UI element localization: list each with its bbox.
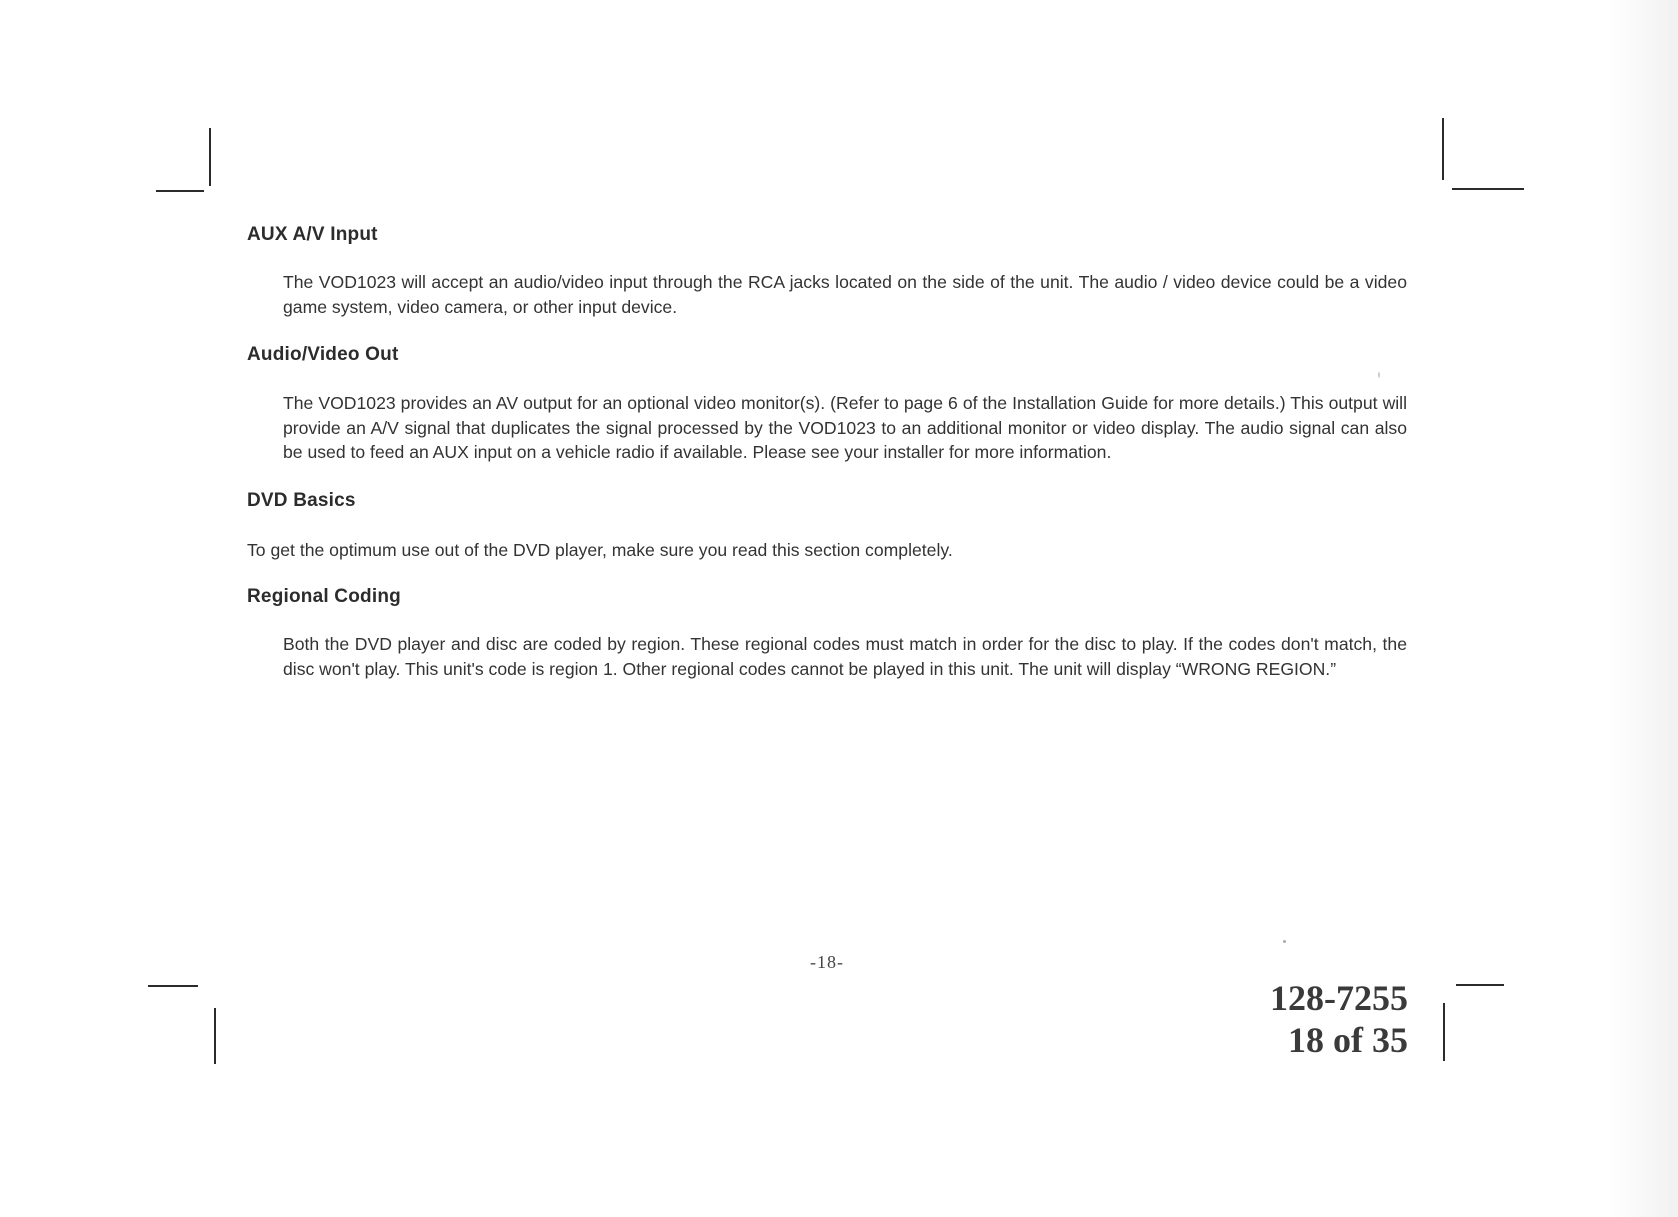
crop-mark-bottom-right-vertical [1443, 1003, 1445, 1061]
crop-mark-bottom-left-vertical [214, 1008, 216, 1064]
section-heading-regional-coding: Regional Coding [247, 586, 401, 607]
section-paragraph-aux-av-input: The VOD1023 will accept an audio/video input through the RCA jacks located on the side of the unit. The audio / video device could be a video game system, video camera, or other input device. [283, 272, 1407, 317]
section-heading-aux-av-input: AUX A/V Input [247, 224, 378, 245]
section-heading-dvd-basics: DVD Basics [247, 490, 356, 511]
crop-mark-top-right-horizontal [1452, 188, 1524, 190]
section-paragraph-audio-video-out: The VOD1023 provides an AV output for an optional video monitor(s). (Refer to page 6 of the Installation Guide for more details.) This output will provide an A/V signal that duplicates the signal processed by the VOD1023 to an additional monitor or video display. The audio signal can also be used to feed an AUX input on a vehicle radio if available. Please see your installer for more information. [283, 393, 1407, 462]
paper-edge-shading [1608, 0, 1678, 1217]
document-number: 128-7255 [1270, 978, 1408, 1018]
page-of-total: 18 of 35 [1288, 1020, 1408, 1060]
page-number: -18- [810, 952, 844, 972]
crop-mark-bottom-right-horizontal [1456, 984, 1504, 986]
section-paragraph-regional-coding: Both the DVD player and disc are coded by region. These regional codes must match in order for the disc to play. If the codes don't match, the disc won't play. This unit's code is region 1. Other regional codes cannot be played in this unit. The unit will display “WRONG REGION.” [283, 634, 1407, 679]
scan-speck [1378, 372, 1380, 378]
section-paragraph-dvd-basics: To get the optimum use out of the DVD player, make sure you read this section completely. [247, 540, 953, 560]
section-heading-audio-video-out: Audio/Video Out [247, 344, 399, 365]
crop-mark-top-left-vertical [209, 128, 211, 186]
crop-mark-bottom-left-horizontal [148, 985, 198, 987]
scan-speck [1283, 940, 1286, 943]
crop-mark-top-right-vertical [1442, 118, 1444, 180]
crop-mark-top-left-horizontal [156, 190, 204, 192]
